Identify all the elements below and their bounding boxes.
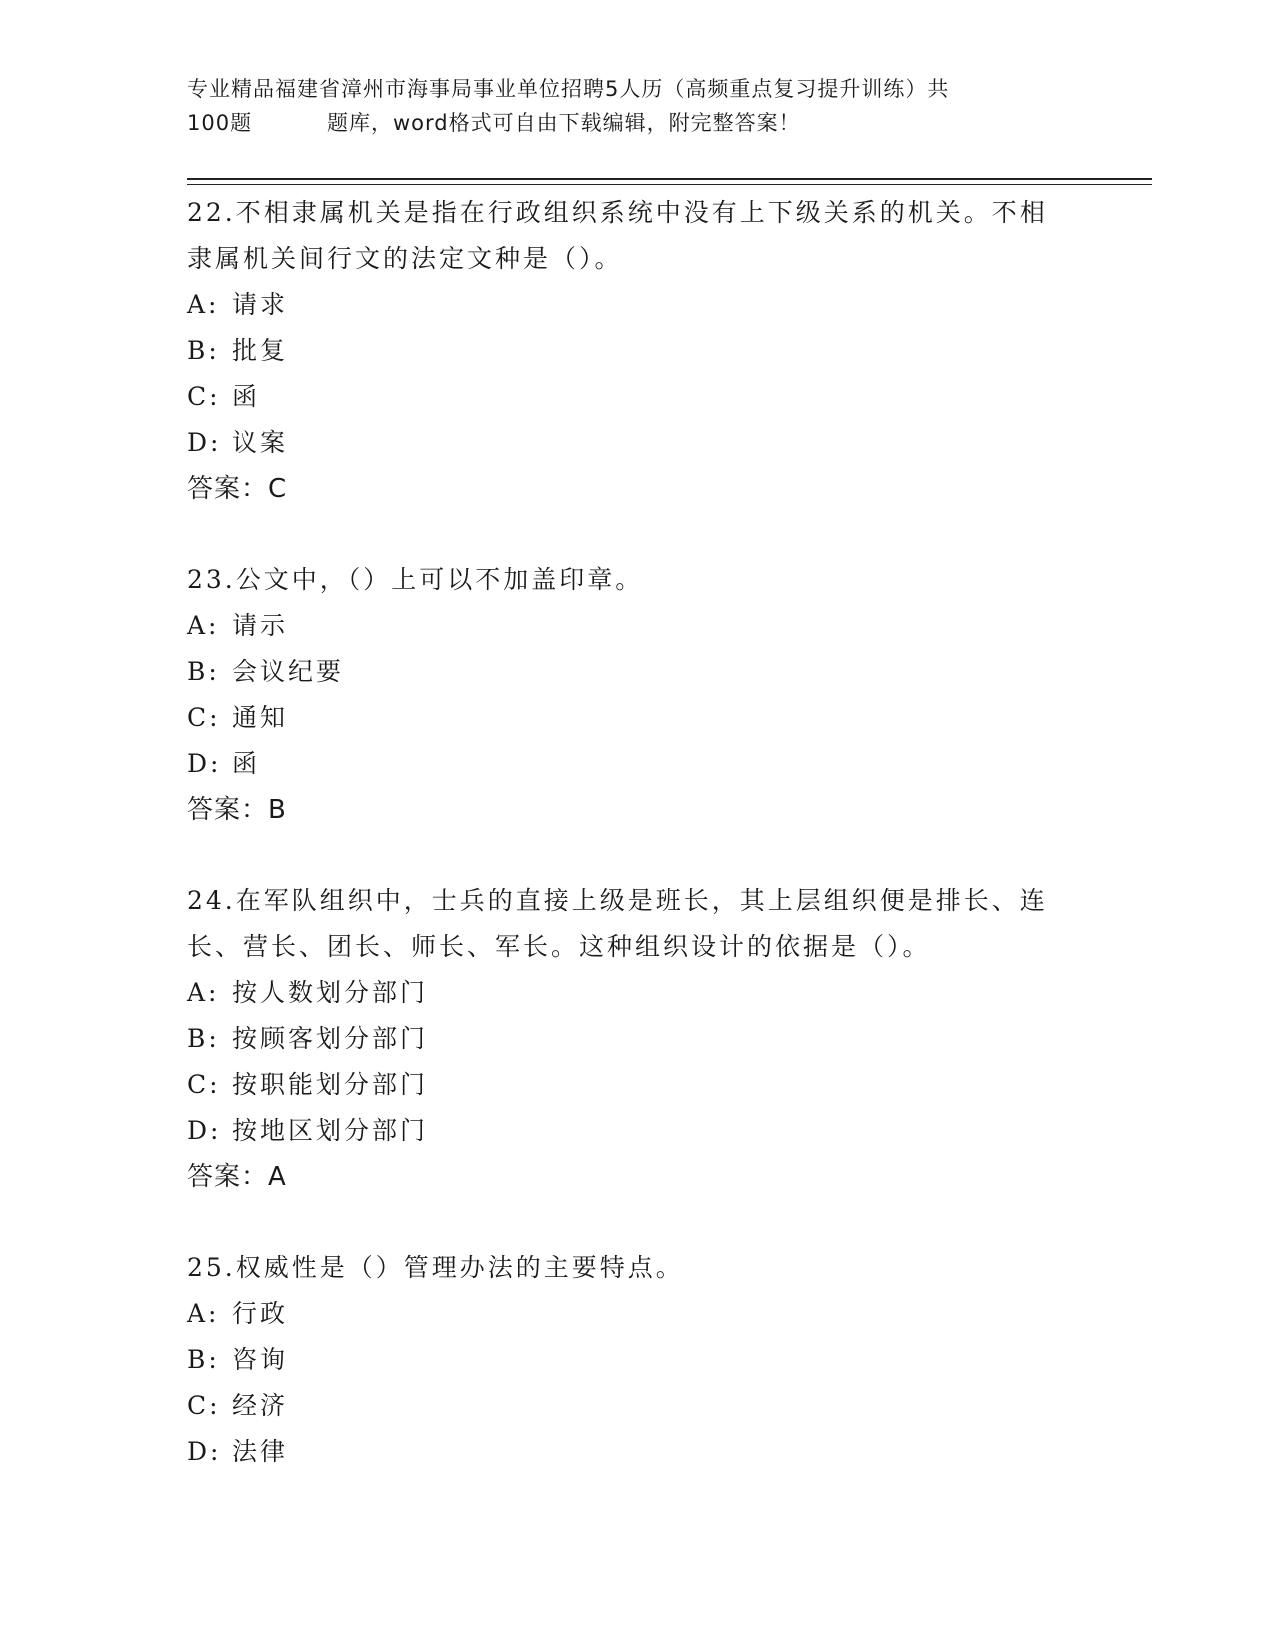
- question-22: [187, 190, 1087, 512]
- question-stem-continued: 隶属机关间行文的法定文种是（）。: [187, 244, 623, 273]
- question-stem-continued: 长、营长、团长、师长、军长。这种组织设计的依据是（）。: [187, 932, 931, 961]
- option-letter: C:: [187, 703, 221, 732]
- option-d: [187, 741, 1087, 787]
- option-letter: B:: [187, 336, 220, 365]
- question-25: [187, 1245, 1087, 1475]
- question-stem: 24.在军队组织中，士兵的直接上级是班长，其上层组织便是排长、连: [187, 886, 1048, 915]
- option-letter: B:: [187, 657, 220, 686]
- option-letter: C:: [187, 382, 221, 411]
- option-text: 议案: [232, 428, 289, 457]
- option-text: 法律: [232, 1437, 289, 1466]
- option-letter: A:: [187, 978, 220, 1007]
- option-b: [187, 1016, 1087, 1062]
- option-text: 咨询: [232, 1345, 289, 1374]
- option-b: [187, 1337, 1087, 1383]
- question-stem: 25.权威性是（）管理办法的主要特点。: [187, 1253, 684, 1282]
- question-count: 100题: [187, 111, 253, 135]
- option-d: [187, 1429, 1087, 1475]
- option-letter: D:: [187, 1437, 222, 1466]
- question-23: [187, 557, 1087, 833]
- option-letter: B:: [187, 1345, 220, 1374]
- option-text: 请示: [232, 611, 289, 640]
- option-letter: D:: [187, 1116, 222, 1145]
- option-letter: C:: [187, 1070, 221, 1099]
- option-text: 经济: [232, 1391, 289, 1420]
- question-stem: 23.公文中，（）上可以不加盖印章。: [187, 565, 644, 594]
- option-text: 按地区划分部门: [232, 1116, 429, 1145]
- option-c: [187, 1383, 1087, 1429]
- option-letter: A:: [187, 1299, 220, 1328]
- answer-line: 答案：A: [187, 1162, 287, 1192]
- answer-line: 答案：C: [187, 474, 288, 504]
- answer-line: 答案：B: [187, 795, 287, 825]
- option-text: 会议纪要: [232, 657, 345, 686]
- option-c: [187, 1062, 1087, 1108]
- option-a: [187, 970, 1087, 1016]
- option-c: [187, 374, 1087, 420]
- option-a: [187, 603, 1087, 649]
- header-divider: [187, 178, 1152, 185]
- option-letter: A:: [187, 290, 220, 319]
- document-title: [187, 72, 1087, 140]
- option-text: 按职能划分部门: [232, 1070, 429, 1099]
- question-stem: 22.不相隶属机关是指在行政组织系统中没有上下级关系的机关。不相: [187, 198, 1048, 227]
- option-b: [187, 328, 1087, 374]
- option-text: 通知: [232, 703, 289, 732]
- option-text: 函: [232, 382, 261, 411]
- option-d: [187, 1108, 1087, 1154]
- option-d: [187, 420, 1087, 466]
- option-letter: D:: [187, 749, 222, 778]
- option-letter: D:: [187, 428, 222, 457]
- option-letter: A:: [187, 611, 220, 640]
- option-a: [187, 282, 1087, 328]
- option-b: [187, 649, 1087, 695]
- option-text: 行政: [232, 1299, 289, 1328]
- option-text: 请求: [232, 290, 289, 319]
- option-letter: B:: [187, 1024, 220, 1053]
- option-c: [187, 695, 1087, 741]
- option-text: 函: [232, 749, 261, 778]
- title-line-2-text: 题库，word格式可自由下载编辑，附完整答案！: [327, 111, 801, 135]
- option-text: 按顾客划分部门: [232, 1024, 429, 1053]
- option-text: 按人数划分部门: [232, 978, 429, 1007]
- option-text: 批复: [232, 336, 289, 365]
- title-line-2: [187, 106, 1087, 140]
- question-list: [187, 190, 1087, 1475]
- title-line-1: 专业精品福建省漳州市海事局事业单位招聘5人历（高频重点复习提升训练）共: [187, 77, 950, 101]
- question-24: [187, 878, 1087, 1200]
- option-a: [187, 1291, 1087, 1337]
- option-letter: C:: [187, 1391, 221, 1420]
